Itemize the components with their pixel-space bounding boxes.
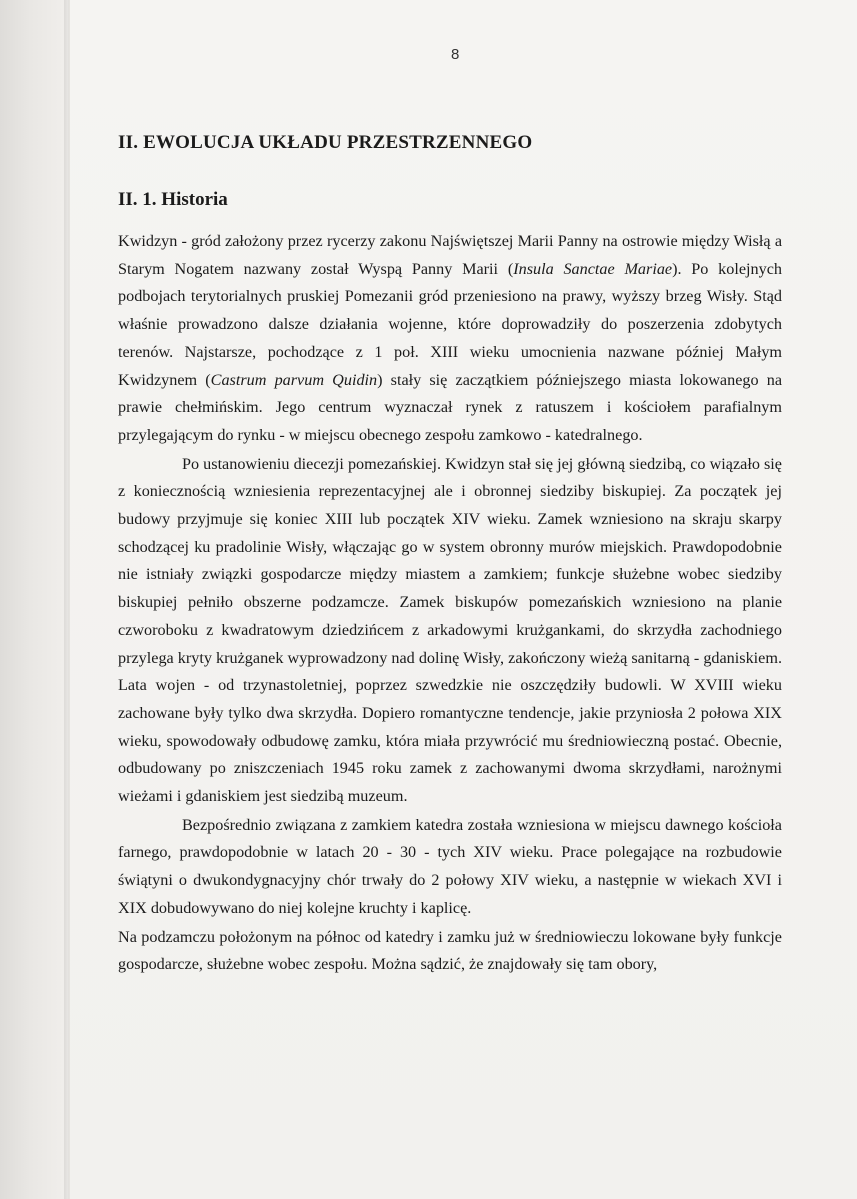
text-segment: Na podzamczu położonym na północ od katedry i zamku już w średniowieczu lokowane były funkcje gospodarcze, służebne wobec zespołu. Można sądzić, że znajdowały się tam obory, <box>118 927 782 974</box>
text-segment: ). Po kolejnych podbojach terytorialnych pruskiej Pomezanii gród przeniesiono na prawy, wyższy brzeg Wisły. Stąd właśnie prowadzono dalsze działania wojenne, które doprowadziły do poszerzenia zdobytych terenów. Najstarsze, pochodzące z 1 poł. XIII wieku umocnienia nazwane później Małym Kwidzynem ( <box>118 259 782 389</box>
text-segment: ) stały się zaczątkiem późniejszego miasta lokowanego na prawie chełmińskim. Jego centrum wyznaczał rynek z ratuszem i kościołem parafialnym przylegającym do rynku - w miejscu obecnego zespołu zamkowo - katedralnego. <box>118 370 783 444</box>
paragraph-2 <box>118 451 782 811</box>
italic-term: Insula Sanctae Mariae <box>513 259 673 278</box>
chapter-title: II. EWOLUCJA UKŁADU PRZESTRZENNEGO <box>118 132 533 153</box>
italic-term: Castrum parvum Quidin <box>210 370 378 389</box>
paragraph-3 <box>118 812 782 923</box>
text-segment: Bezpośrednio związana z zamkiem katedra została wzniesiona w miejscu dawnego kościoła farnego, prawdopodobnie w latach 20 - 30 - tych XIV wieku. Prace polegające na rozbudowie świątyni o dwukondygnacyjny chór trwały do 2 połowy XIV wieku, a następnie w wiekach XVI i XIX dobudowywano do niej kolejne kruchty i kaplicę. <box>118 815 782 917</box>
adjacent-page-edge <box>0 0 68 1199</box>
body-text <box>118 228 782 979</box>
text-segment: Kwidzyn - gród założony przez rycerzy zakonu Najświętszej Marii Panny na ostrowie między Wisłą a Starym Nogatem nazwany został Wyspą Panny Marii ( <box>118 232 782 278</box>
page-number: 8 <box>451 46 460 63</box>
section-title: II. 1. Historia <box>118 189 228 210</box>
paragraph-1 <box>118 228 782 450</box>
text-segment: Po ustanowieniu diecezji pomezańskiej. Kwidzyn stał się jej główną siedzibą, co wiązało się z koniecznością wzniesienia reprezentacyjnej ale i obronnej siedziby biskupiej. Za początek jej budowy przyjmuje się koniec XIII lub początek XIV wieku. Zamek wzniesiono na skraju skarpy schodzącej ku pradolinie Wisły, włączając go w system obronny murów miejskich. Prawdopodobnie nie istniały związki gospodarcze między miastem a zamkiem; funkcje służebne wobec siedziby biskupiej pełniło obszerne podzamcze. Zamek biskupów pomezańskich wzniesiono na planie czworoboku z kwadratowym dziedzińcem z arkadowymi krużgankami, do skrzydła zachodniego przylega kryty krużganek wyprowadzony nad dolinę Wisły, zakończony wieżą sanitarną - gdaniskiem. Lata wojen - od trzynastoletniej, poprzez szwedzkie nie oszczędziły budowli. W XVIII wieku zachowane były tylko dwa skrzydła. Dopiero romantyczne tendencje, jakie przyniosła 2 połowa XIX wieku, spowodowały odbudowę zamku, która miała przywrócić mu średniowieczną postać. Obecnie, odbudowany po zniszczeniach 1945 roku zamek z zachowanymi dwoma skrzydłami, narożnymi wieżami i gdaniskiem jest siedzibą muzeum. <box>118 454 782 806</box>
paragraph-4 <box>118 924 782 979</box>
